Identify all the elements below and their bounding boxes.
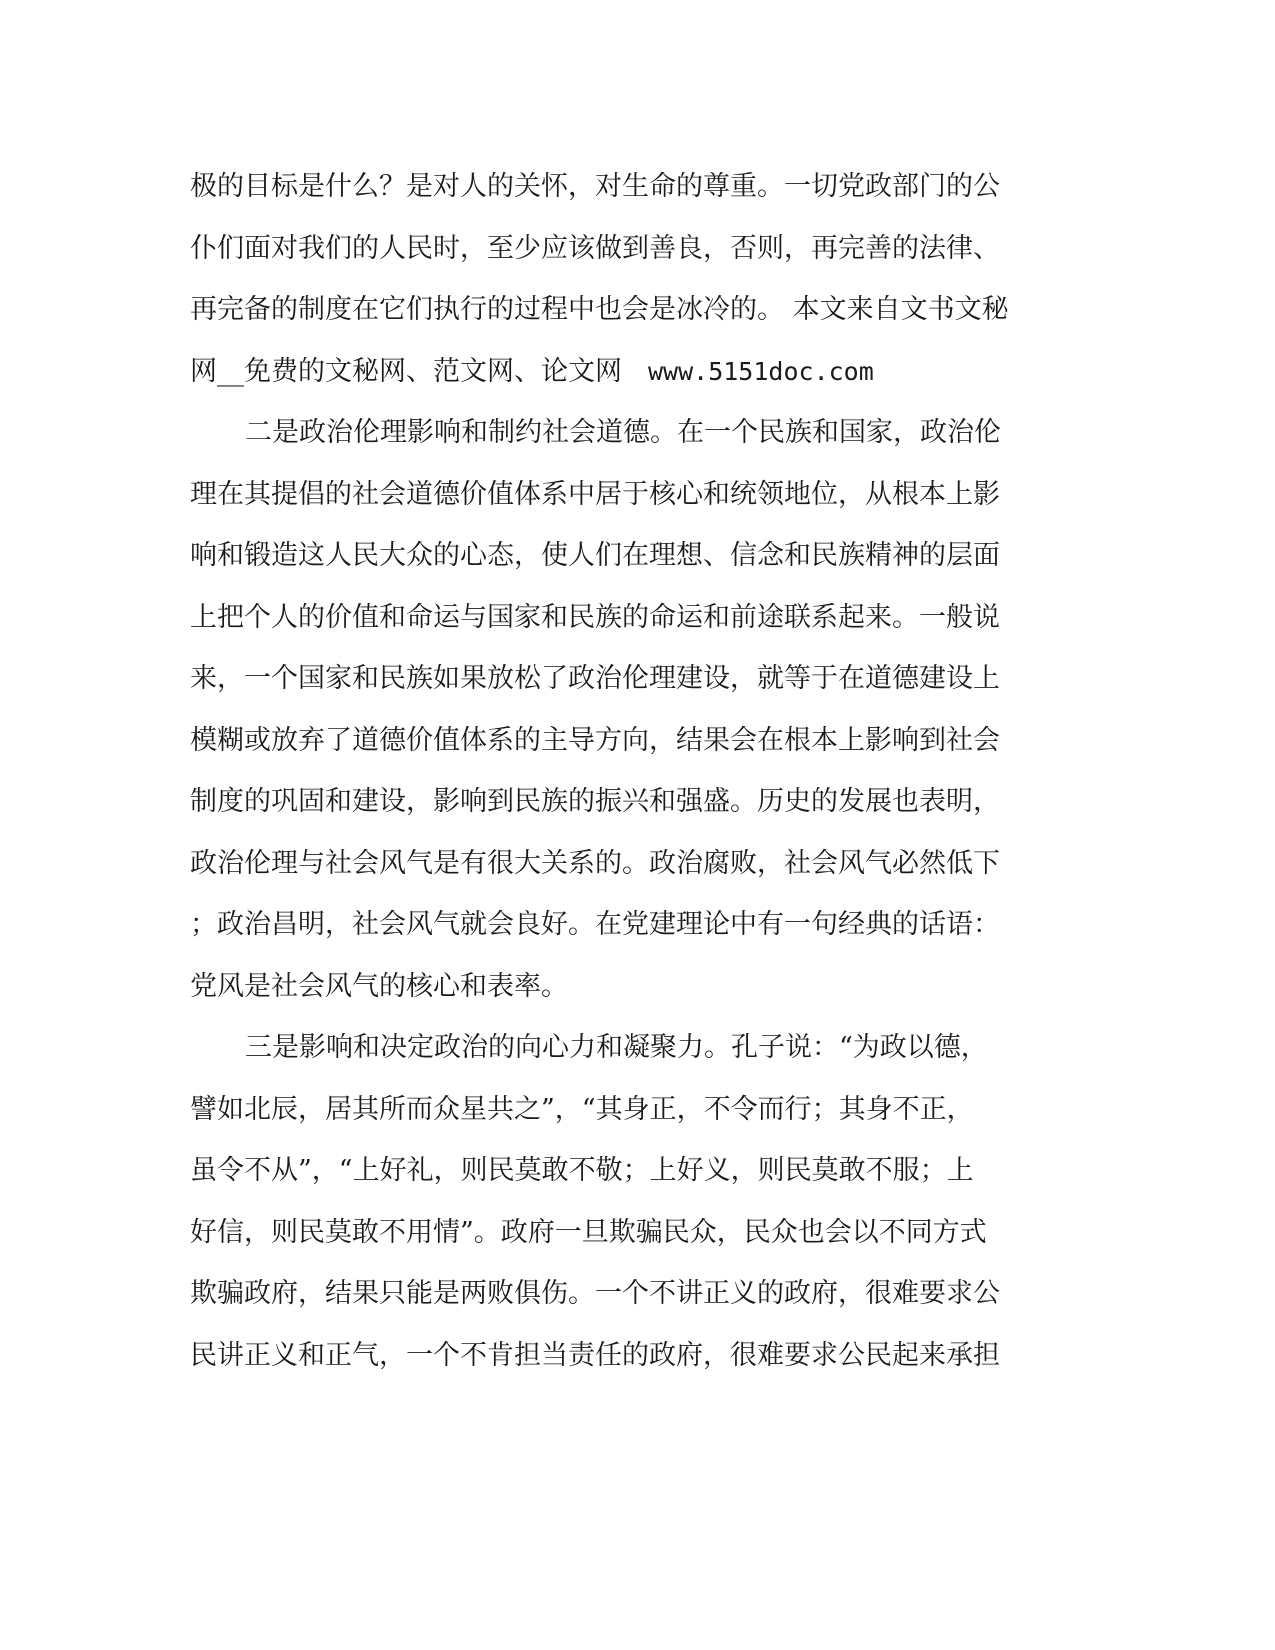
- text-line: 模糊或放弃了道德价值体系的主导方向，结果会在根本上影响到社会: [190, 724, 1000, 756]
- text-line: 三是影响和决定政治的向心力和凝聚力。孔子说：“为政以德，: [245, 1032, 988, 1063]
- text-line: ；政治昌明，社会风气就会良好。在党建理论中有一句经典的话语：: [190, 909, 1000, 940]
- text-line: 欺骗政府，结果只能是两败俱伤。一个不讲正义的政府，很难要求公: [190, 1278, 1000, 1309]
- text-line: 譬如北辰，居其所而众星共之”，“其身正，不令而行；其身不正，: [190, 1093, 974, 1125]
- text-line: 民讲正义和正气，一个不肯担当责任的政府，很难要求公民起来承担: [190, 1339, 1000, 1371]
- text-line: 来，一个国家和民族如果放松了政治伦理建设，就等于在道德建设上: [190, 663, 1000, 694]
- text-line: 虽令不从”，“上好礼，则民莫敢不敬；上好义，则民莫敢不服；上: [190, 1155, 974, 1186]
- text-line-with-url: [190, 341, 1090, 403]
- paragraph-3: [190, 1017, 1090, 1386]
- text-line: 再完备的制度在它们执行的过程中也会是冰冷的。 本文来自文书文秘: [190, 294, 1009, 325]
- text-line: 制度的巩固和建设，影响到民族的振兴和强盛。历史的发展也表明，: [190, 786, 1000, 817]
- source-url: www.5151doc.com: [648, 356, 874, 386]
- text-line: 理在其提倡的社会道德价值体系中居于核心和统领地位，从根本上影: [190, 478, 1000, 510]
- document-body: [190, 156, 1090, 1386]
- text-line: 仆们面对我们的人民时，至少应该做到善良，否则，再完善的法律、: [190, 232, 1000, 264]
- text-line: 网__免费的文秘网、范文网、论文网: [190, 355, 622, 387]
- text-line: 二是政治伦理影响和制约社会道德。在一个民族和国家，政治伦: [245, 417, 1001, 448]
- text-line: 上把个人的价值和命运与国家和民族的命运和前途联系起来。一般说: [190, 601, 1000, 633]
- text-line: 响和锻造这人民大众的心态，使人们在理想、信念和民族精神的层面: [190, 540, 1000, 571]
- text-line: 极的目标是什么？是对人的关怀，对生命的尊重。一切党政部门的公: [190, 171, 1000, 202]
- text-line: 党风是社会风气的核心和表率。: [190, 970, 568, 1002]
- paragraph-2: [190, 402, 1090, 1017]
- paragraph-1: [190, 156, 1090, 402]
- text-line: 政治伦理与社会风气是有很大关系的。政治腐败，社会风气必然低下: [190, 847, 1000, 879]
- text-line: 好信，则民莫敢不用情”。政府一旦欺骗民众，民众也会以不同方式: [190, 1216, 987, 1248]
